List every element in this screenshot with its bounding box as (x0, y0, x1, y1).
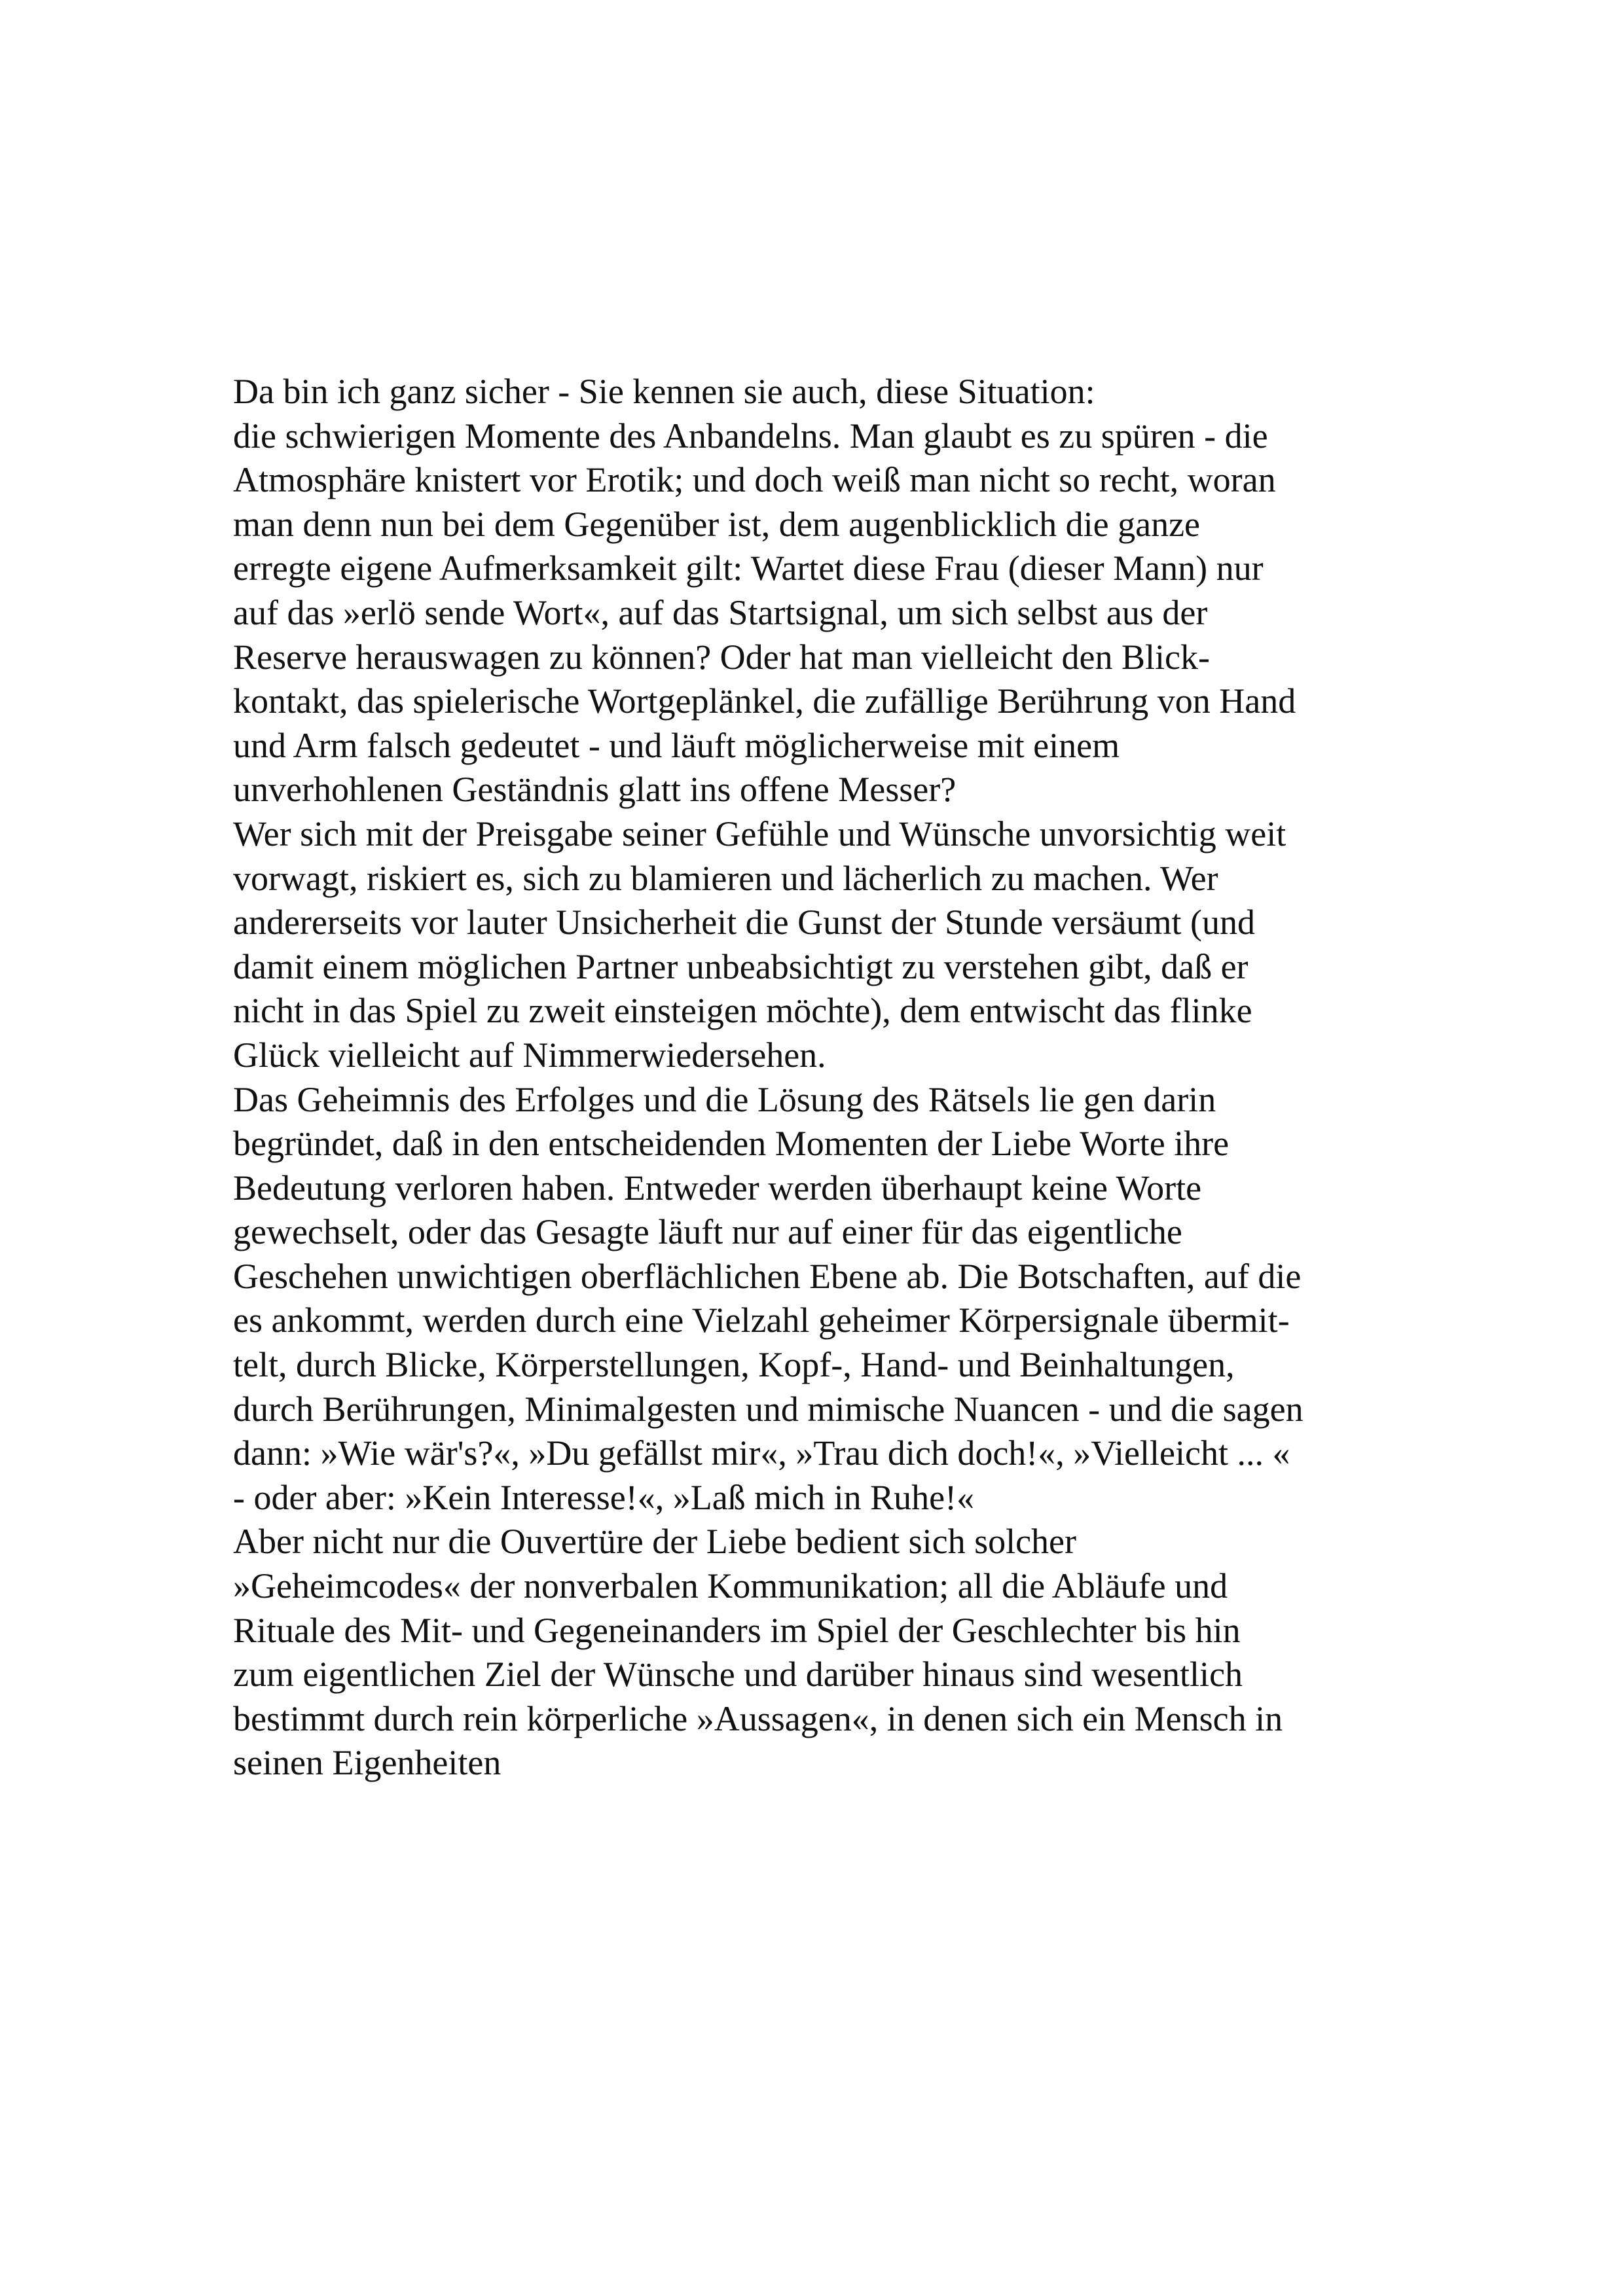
text-line: Rituale des Mit- und Gegeneinanders im Spiel der Geschlechter bis hin (233, 1610, 1241, 1650)
text-line: Glück vielleicht auf Nimmerwiedersehen. (233, 1035, 826, 1075)
text-line: Aber nicht nur die Ouvertüre der Liebe bedient sich solcher (233, 1522, 1077, 1562)
text-line: Geschehen unwichtigen oberflächlichen Ebene ab. Die Botschaften, auf die (233, 1256, 1302, 1296)
text-line: »Geheimcodes« der nonverbalen Kommunikation; all die Abläufe und (233, 1566, 1228, 1606)
text-line: andererseits vor lauter Unsicherheit die Gunst der Stunde versäumt (und (233, 903, 1256, 942)
text-line: begründet, daß in den entscheidenden Momenten der Liebe Worte ihre (233, 1124, 1230, 1164)
text-line: Wer sich mit der Preisgabe seiner Gefühle und Wünsche unvorsichtig weit (233, 814, 1286, 853)
text-line: die schwierigen Momente des Anbandelns. Man glaubt es zu spüren - die (233, 416, 1268, 456)
text-line: gewechselt, oder das Gesagte läuft nur auf einer für das eigentliche (233, 1212, 1182, 1252)
text-line: seinen Eigenheiten (233, 1743, 501, 1783)
text-line: kontakt, das spielerische Wortgeplänkel, die zufällige Berührung von Hand (233, 681, 1296, 721)
text-line: damit einem möglichen Partner unbeabsichtigt zu verstehen gibt, daß er (233, 946, 1249, 986)
text-line: durch Berührungen, Minimalgesten und mimische Nuancen - und die sagen (233, 1389, 1304, 1429)
text-line: zum eigentlichen Ziel der Wünsche und darüber hinaus sind wesentlich (233, 1655, 1243, 1695)
text-line: telt, durch Blicke, Körperstellungen, Kopf-, Hand- und Beinhaltungen, (233, 1345, 1235, 1385)
text-line: es ankommt, werden durch eine Vielzahl geheimer Körpersignale übermit- (233, 1300, 1290, 1340)
text-line: auf das »erlö sende Wort«, auf das Startsignal, um sich selbst aus der (233, 592, 1208, 632)
text-line: nicht in das Spiel zu zweit einsteigen möchte), dem entwischt das flinke (233, 991, 1252, 1031)
text-line: Bedeutung verloren haben. Entweder werden überhaupt keine Worte (233, 1168, 1202, 1208)
text-line: Das Geheimnis des Erfolges und die Lösung des Rätsels lie gen darin (233, 1079, 1216, 1119)
text-line: - oder aber: »Kein Interesse!«, »Laß mich in Ruhe!« (233, 1477, 975, 1517)
text-line: Reserve herauswagen zu können? Oder hat man vielleicht den Blick- (233, 637, 1210, 677)
text-line: dann: »Wie wär's?«, »Du gefällst mir«, »Trau dich doch!«, »Vielleicht ... « (233, 1433, 1290, 1473)
text-line: man denn nun bei dem Gegenüber ist, dem augenblicklich die ganze (233, 504, 1201, 544)
text-line: erregte eigene Aufmerksamkeit gilt: Wartet diese Frau (dieser Mann) nur (233, 548, 1264, 588)
text-line: Da bin ich ganz sicher - Sie kennen sie auch, diese Situation: (233, 372, 1095, 411)
body-text (233, 370, 1477, 1785)
text-line: und Arm falsch gedeutet - und läuft möglicherweise mit einem (233, 725, 1120, 765)
text-line: bestimmt durch rein körperliche »Aussagen«, in denen sich ein Mensch in (233, 1698, 1283, 1738)
text-line: vorwagt, riskiert es, sich zu blamieren und lächerlich zu machen. Wer (233, 858, 1218, 898)
text-line: Atmosphäre knistert vor Erotik; und doch weiß man nicht so recht, woran (233, 460, 1276, 500)
text-line: unverhohlenen Geständnis glatt ins offene Messer? (233, 770, 957, 810)
